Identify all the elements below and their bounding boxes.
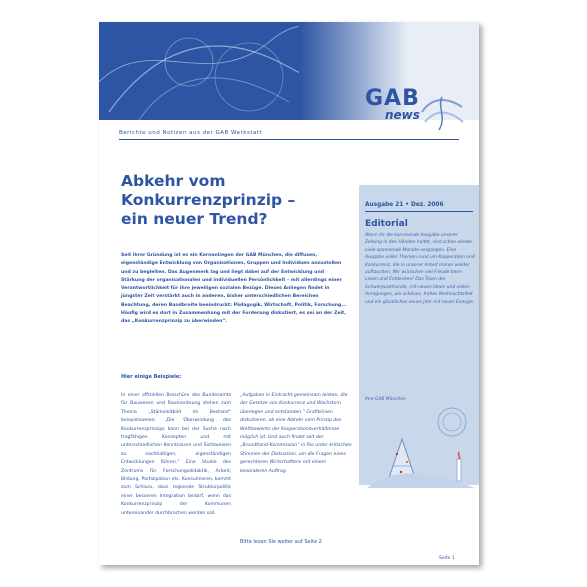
headline-line-2: Konkurrenzprinzip – (121, 191, 296, 209)
logo-swirl-icon (417, 92, 467, 132)
article-intro: Seit ihrer Gründung ist es ein Kernanliegen der GAB München, die diffusen, eigenständige Entwicklung von Organisationen, Gruppen und Individuen anzustoßen und zu begleiten. Das Augenmerk lag und liegt dabei auf der Entwicklung und Stärkung der organisationalen und individuellen Persönlichkeit – mit allerdings einer Verantwortlichkeit für ihre jeweiligen sozialen Bezüge. Dieses Anliegen findet in jüngster Zeit verstärkt auch in anderen, bisher unterschiedlichen Bereichen Beachtung, deren Bandbreite beeindruckt: Pädagogik, Wirtschaft, Politik, Forschung... Häufig wird es dort in Zusammenhang mit der Forderung diskutiert, es sei an der Zeit, das „Konkurrenzprinzip zu überwinden“. (121, 253, 347, 325)
article-subhead: Hier einige Beispiele: (121, 374, 182, 380)
sidebar-divider (365, 211, 473, 212)
editorial-text: Wenn ihr die kommende Ausgabe unserer Zeitung in den Händen haltet, sind schon wieder viele spannende Monate vergangen. Eine Ausgabe voller Themen rund um Kooperation und Konkurrenz, die in unserer Arbeit immer wieder auftauchen. Wir wünschen viel Freude beim Lesen und Entdecken! Das Team der Schwerpunktrunde, mit neuen Ideen und vielen Anregungen, ein schönes, frohes Weihnachtsfest und ein glückliches neues Jahr mit neuer Energie. (365, 233, 475, 305)
headline-line-3: ein neuer Trend? (121, 210, 268, 228)
article-headline (121, 172, 351, 229)
logo-gab: GAB (365, 86, 420, 111)
page-number: Seite 1 (439, 556, 455, 561)
editorial-title: Editorial (365, 219, 408, 229)
issue-label: Ausgabe 21 • Dez. 2006 (365, 202, 444, 208)
article-column-2: „Aufgaben in Eintracht gemeinsam leisten, die der Gesetze von Konkurrenz und Wachstum überlegen und entstanden.“ Grafiklinien diskutieren, ob eine Abkehr vom Prinzip des Wettbewerbs der Kooperationsverhältnisse möglich ist. Und auch findet seit der „Brundtland-Kommission“ in Rio unter kritischen Stimmen der Diskussion, um die Fragen eines gerechteren Wirtschaftens mit einem besonderen Auftrag. (240, 393, 352, 474)
logo-news: news (385, 108, 420, 122)
headline-line-1: Abkehr vom (121, 172, 226, 190)
article-column-1: In einer offiziellen Broschüre des Bundesamts für Bauwesen und Raumordnung stehen zum Thema „Stärkeleitbild im Bestand“ beispielsweise: „Die Überwindung des Konkurrenzprinzips kann bei der Suche nach tragfähigen Konzepten und mit unterschiedlichen Kenntnissen und Sichtweisen zu nachhaltigen, eigenständigen Entwicklungen führen.“ Eine Studie des Zentrums für Forschungsdidaktik, Arbeit, Bildung, Partizipation etc. Konsumieren, kommt zum Schluss, dass regionale Strukturpolitik einer besseren Integration bedarf, wenn das Konkurrenzprinzip der Kommunen untereinander durchbrochen werden soll. (121, 393, 231, 516)
editorial-signature: Ihre GAB München (365, 397, 406, 402)
masthead-tagline: Berichte und Notizen aus der GAB Werkstatt (119, 130, 263, 136)
continued-note: Bitte lesen Sie weiter auf Seite 2 (240, 539, 322, 545)
christmas-illustration-icon (357, 404, 479, 490)
newsletter-page (99, 22, 479, 565)
masthead-rule (119, 139, 459, 140)
